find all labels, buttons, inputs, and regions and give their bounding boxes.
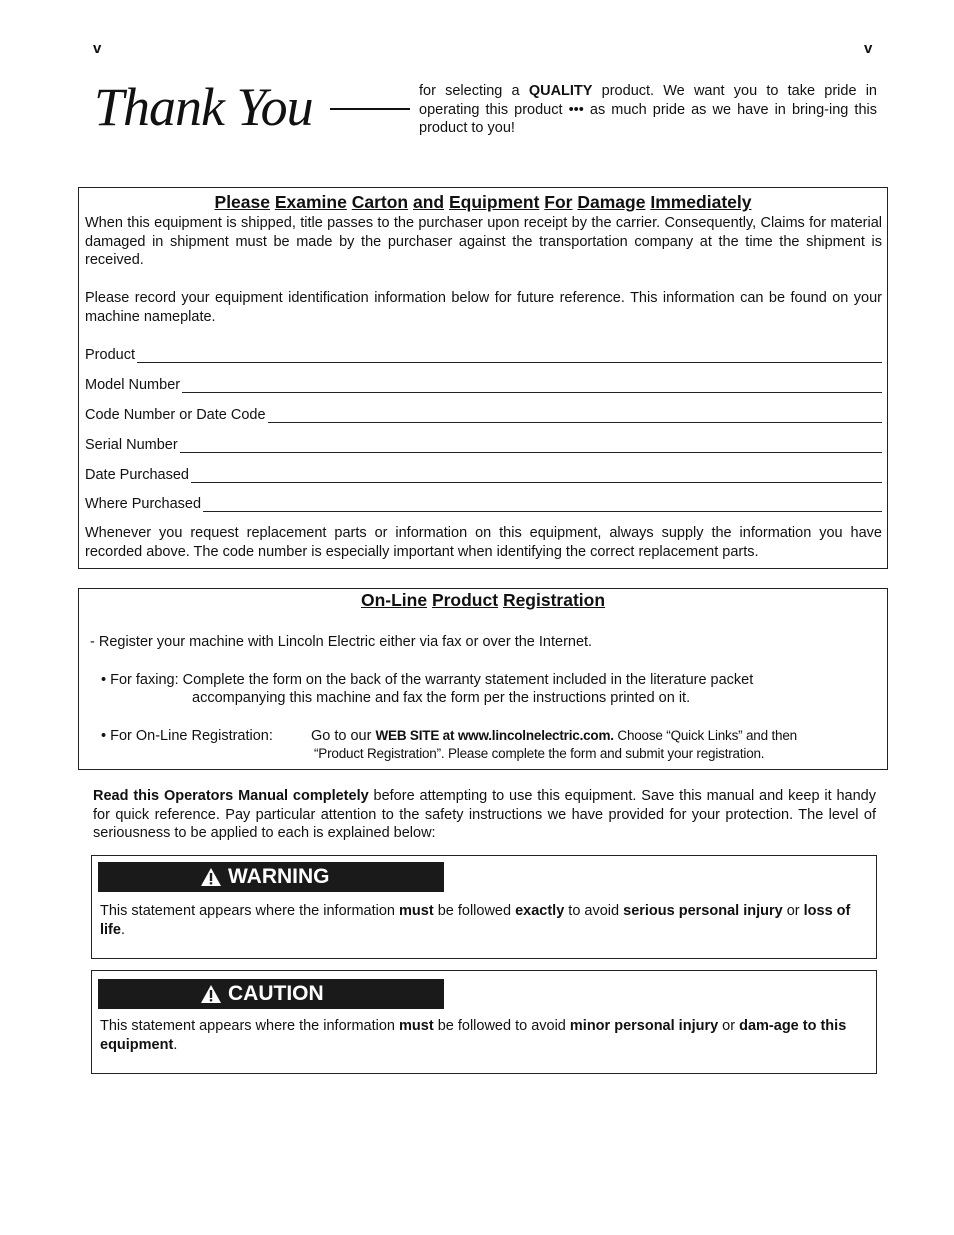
fax-instruction: • For faxing: Complete the form on the back of the warranty statement included in the literature packet [101, 672, 754, 688]
thank-you-script-title: Thank You [94, 77, 313, 137]
product-field-label: Product [85, 347, 135, 363]
registration-intro: - Register your machine with Lincoln Electric either via fax or over the Internet. [90, 634, 593, 650]
thank-you-text: for selecting a QUALITY product. We want you to take pride in operating this product ••• as much pride as we have in bring-ing this product to you! [419, 83, 877, 136]
replacement-parts-paragraph: Whenever you request replacement parts or information on this equipment, always supply the information you have recorded above. The code number is especially important when identifying the correct replacement parts. [85, 525, 882, 560]
model-number-label: Model Number [85, 377, 181, 393]
code-number-input-line[interactable] [268, 408, 882, 423]
where-purchased-label: Where Purchased [85, 496, 202, 512]
where-purchased-field[interactable] [85, 494, 882, 512]
model-number-field[interactable] [85, 375, 882, 393]
fax-instruction-cont: accompanying this machine and fax the form per the instructions printed on it. [192, 690, 691, 706]
serial-number-input-line[interactable] [180, 438, 882, 453]
date-purchased-label: Date Purchased [85, 467, 189, 483]
page-number-left: v [93, 40, 102, 57]
model-number-input-line[interactable] [182, 378, 882, 393]
warning-label: WARNING [228, 865, 330, 888]
serial-number-label: Serial Number [85, 437, 178, 453]
shipping-claims-paragraph: When this equipment is shipped, title passes to the purchaser upon receipt by the carrier. Consequently, Claims for material damaged in shipment must be made by the purchaser against the transportation company at the time the shipment is received. [85, 215, 882, 268]
website-link[interactable]: WEB SITE at www.lincolnelectric.com. [375, 728, 614, 743]
code-number-label: Code Number or Date Code [85, 407, 266, 423]
caution-box [91, 970, 877, 1074]
warning-banner [98, 862, 444, 892]
date-purchased-input-line[interactable] [191, 468, 882, 483]
serial-number-field[interactable] [85, 435, 882, 453]
online-registration-label: • For On-Line Registration: [101, 728, 273, 744]
examine-title: Please Examine Carton and Equipment For Damage Immediately [214, 192, 752, 212]
online-registration-instruction: Go to our WEB SITE at www.lincolnelectric.com. Choose “Quick Links” and then [311, 728, 797, 744]
registration-title: On-Line Product Registration [360, 590, 606, 610]
where-purchased-input-line[interactable] [203, 497, 882, 512]
online-registration-box [78, 588, 888, 770]
read-manual-paragraph: Read this Operators Manual completely before attempting to use this equipment. Save this manual and keep it handy for quick reference. Pay particular attention to the safety instructions we have provided for your protection. The level of seriousness to be applied to each is explained below: [93, 788, 876, 841]
record-info-paragraph: Please record your equipment identification information below for future reference. This information can be found on your machine nameplate. [85, 290, 882, 325]
warning-box [91, 855, 877, 959]
caution-description: This statement appears where the information must be followed to avoid minor personal injury or dam-age to this equipment. [100, 1018, 847, 1053]
caution-label: CAUTION [228, 982, 324, 1005]
warning-triangle-icon [200, 867, 222, 887]
code-number-field[interactable] [85, 405, 882, 423]
date-purchased-field[interactable] [85, 465, 882, 483]
product-field[interactable] [85, 345, 882, 363]
warning-triangle-icon [200, 984, 222, 1004]
online-registration-instruction-cont: “Product Registration”. Please complete the form and submit your registration. [314, 746, 765, 761]
page-number-right: v [864, 40, 873, 57]
thank-you-rule [330, 108, 410, 110]
warning-description: This statement appears where the information must be followed exactly to avoid serious personal injury or loss of life. [100, 903, 851, 938]
caution-banner [98, 979, 444, 1009]
examine-carton-box [78, 187, 888, 569]
product-input-line[interactable] [137, 348, 882, 363]
